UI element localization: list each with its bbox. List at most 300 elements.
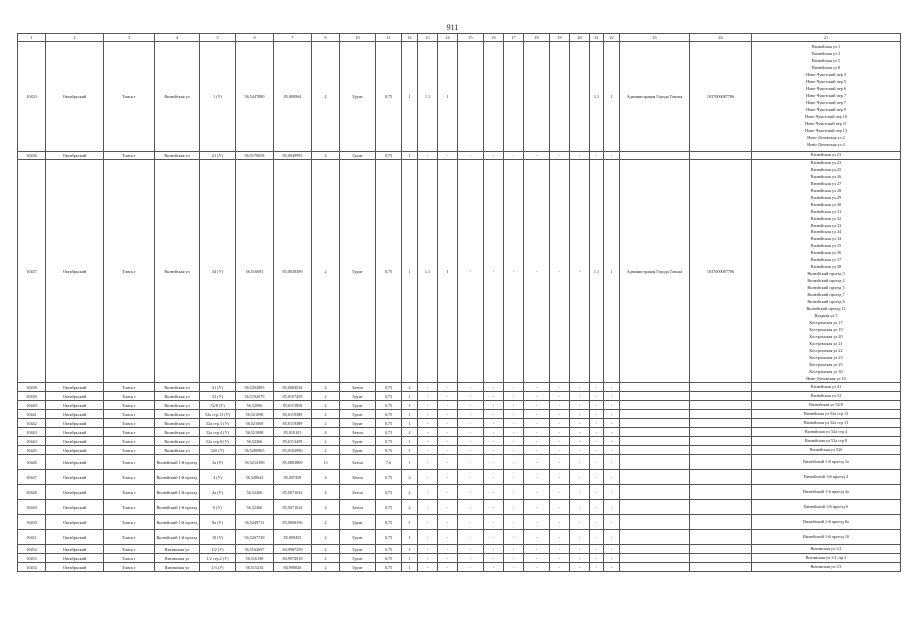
cell-a16: - — [484, 515, 504, 530]
header-cell: 7 — [274, 34, 312, 42]
cell-a13: 1,1 — [418, 42, 438, 152]
cell-a19: - — [550, 437, 570, 446]
table-row — [18, 485, 901, 500]
cell-cover: Грунт — [340, 159, 376, 383]
cell-addresses — [752, 410, 901, 419]
cell-lon: 85,0071632 — [274, 485, 312, 500]
cell-lat: 56,52266 — [236, 500, 274, 515]
cell-district: Октябрьский — [46, 159, 104, 383]
table-row — [18, 554, 901, 563]
cell-a19: - — [550, 446, 570, 455]
cell-a19: - — [550, 152, 570, 160]
cell-a18: - — [524, 419, 550, 428]
cell-a22: - — [604, 392, 620, 401]
cell-a17: - — [504, 470, 524, 485]
cell-a13: - — [418, 152, 438, 160]
cell-a21: - — [590, 437, 604, 446]
address-line: Витимская ул 1/2 стр 2 — [805, 554, 847, 560]
cell-city: Томск г — [104, 410, 155, 419]
cell-lon: 85,0038389 — [274, 159, 312, 383]
address-line: Витимская ул 1/3 — [810, 563, 842, 569]
cell-cover: Бетон — [340, 500, 376, 515]
cell-a11: 0,75 — [376, 446, 402, 455]
cell-a20: - — [570, 485, 590, 500]
cell-a11: 0,75 — [376, 152, 402, 160]
cell-a22: - — [604, 419, 620, 428]
cell-cat: 2 — [312, 563, 340, 572]
cell-a16: - — [484, 563, 504, 572]
cell-a15: - — [458, 383, 484, 392]
cell-city: Томск г — [104, 392, 155, 401]
cell-a12: 2 — [402, 485, 418, 500]
cell-a21: - — [590, 470, 604, 485]
cell-a13: - — [418, 428, 438, 437]
cell-cat: 4 — [312, 383, 340, 392]
cell-a14: - — [438, 530, 458, 545]
cell-a21: - — [590, 428, 604, 437]
cell-a16: - — [484, 500, 504, 515]
address-line: Вилюйская ул 33 — [810, 222, 842, 228]
cell-a19: - — [550, 455, 570, 470]
cell-owner — [620, 446, 690, 455]
cell-a19: - — [550, 515, 570, 530]
cell-a20: - — [570, 455, 590, 470]
table-row — [18, 383, 901, 392]
cell-ogrn — [690, 410, 752, 419]
cell-a17: - — [504, 515, 524, 530]
header-cell: 10 — [340, 34, 376, 42]
cell-house: 1/3 (У) — [200, 563, 236, 572]
cell-a17: - — [504, 410, 524, 419]
cell-owner: Администрация Города Томска — [620, 42, 690, 152]
cell-street: Вилюйская ул — [155, 437, 200, 446]
cell-lon: 85,000964 — [274, 42, 312, 152]
cell-addresses — [752, 485, 901, 500]
header-cell: 13 — [418, 34, 438, 42]
cell-a13: - — [418, 437, 438, 446]
cell-addresses — [752, 383, 901, 392]
header-cell: 12 — [402, 34, 418, 42]
cell-cat: 2 — [312, 446, 340, 455]
cell-a19: - — [550, 419, 570, 428]
cell-a11: 0,75 — [376, 515, 402, 530]
cell-ogrn — [690, 485, 752, 500]
cell-a22: - — [604, 428, 620, 437]
cell-a14: 1 — [438, 159, 458, 383]
cell-street: Вилюйская ул — [155, 419, 200, 428]
cell-district: Октябрьский — [46, 515, 104, 530]
cell-a14: - — [438, 437, 458, 446]
cell-a16: - — [484, 437, 504, 446]
cell-a22: - — [604, 410, 620, 419]
address-line: Вилюйский 1-й проезд 8а — [803, 518, 849, 524]
cell-a20: - — [570, 383, 590, 392]
cell-a14: - — [438, 428, 458, 437]
cell-addresses — [752, 152, 901, 160]
cell-lat: 56,515254 — [236, 563, 274, 572]
cell-a16: - — [484, 455, 504, 470]
cell-city: Томск г — [104, 401, 155, 410]
cell-a19: - — [550, 428, 570, 437]
address-line: Костромская ул 20 — [809, 333, 843, 339]
cell-street: Вилюйская ул — [155, 383, 200, 392]
address-line: Водяная ул 5 — [814, 312, 838, 318]
address-line: Вилюйский проезд 4 — [807, 278, 845, 284]
cell-cat: 4 — [312, 470, 340, 485]
cell-lat: 56,5202883 — [236, 383, 274, 392]
cell-ogrn — [690, 383, 752, 392]
cell-a12: 1 — [402, 455, 418, 470]
cell-a18: - — [524, 530, 550, 545]
cell-a11: 0,75 — [376, 428, 402, 437]
cell-a15 — [458, 42, 484, 152]
address-line: Вилюйский 1-й проезд 3а — [803, 458, 849, 464]
cell-a22: - — [604, 455, 620, 470]
cell-a12: 1 — [402, 437, 418, 446]
cell-a18: - — [524, 428, 550, 437]
cell-a20: - — [570, 563, 590, 572]
table-row — [18, 428, 901, 437]
address-line: Вилюйская ул 26 — [810, 173, 842, 179]
cell-lon: 85,0113858 — [274, 401, 312, 410]
address-line: Вилюйская ул 23 — [810, 159, 842, 165]
header-row — [18, 34, 901, 42]
address-line: Вилюйский проезд 3 — [807, 271, 845, 277]
cell-a13: - — [418, 500, 438, 515]
cell-owner — [620, 401, 690, 410]
cell-a11: 0,75 — [376, 401, 402, 410]
cell-a21: - — [590, 563, 604, 572]
cell-lat: 56,52266 — [236, 437, 274, 446]
cell-a21: - — [590, 392, 604, 401]
cell-a11: 0,75 — [376, 42, 402, 152]
cell-a20: - — [570, 401, 590, 410]
cell-cat: 2 — [312, 152, 340, 160]
cell-a12: 1 — [402, 446, 418, 455]
cell-a21: - — [590, 152, 604, 160]
cell-a22: - — [604, 545, 620, 554]
cell-a18: - — [524, 515, 550, 530]
cell-addresses — [752, 42, 901, 152]
header-cell: 20 — [570, 34, 590, 42]
cell-cover: Грунт — [340, 563, 376, 572]
cell-id: 10433 — [18, 42, 46, 152]
cell-a12: 1 — [402, 392, 418, 401]
cell-street: Вилюйская ул — [155, 159, 200, 383]
cell-lon: 84,998826 — [274, 563, 312, 572]
cell-ogrn — [690, 152, 752, 160]
address-line: Вилюйская ул 32 — [810, 215, 842, 221]
cell-a13: - — [418, 563, 438, 572]
cell-city: Томск г — [104, 563, 155, 572]
cell-ogrn — [690, 515, 752, 530]
cell-street: Вилюйский 1-й проезд — [155, 470, 200, 485]
cell-city: Томск г — [104, 152, 155, 160]
cell-street: Вилюйский 1-й проезд — [155, 530, 200, 545]
cell-ogrn — [690, 455, 752, 470]
cell-a19: - — [550, 392, 570, 401]
address-line: Вилюйская ул 3 — [811, 51, 841, 57]
cell-a11: 0,75 — [376, 419, 402, 428]
cell-cat: 2 — [312, 392, 340, 401]
address-line: Вилюйская ул 38 — [810, 264, 842, 270]
header-cell: 24 — [690, 34, 752, 42]
cell-a14: - — [438, 152, 458, 160]
cell-a15: - — [458, 159, 484, 383]
address-line: Вилюйская ул 25 — [810, 166, 842, 172]
cell-ogrn — [690, 392, 752, 401]
address-line: Вилюйская ул 37 — [810, 257, 842, 263]
cell-a20: - — [570, 530, 590, 545]
cell-ogrn — [690, 554, 752, 563]
cell-cover: Грунт — [340, 152, 376, 160]
cell-addresses — [752, 401, 901, 410]
address-line: Вилюйская ул 52 — [810, 392, 842, 398]
cell-id: 10450 — [18, 515, 46, 530]
cell-a17: - — [504, 428, 524, 437]
cell-a14: - — [438, 515, 458, 530]
cell-city: Томск г — [104, 428, 155, 437]
cell-a18 — [524, 42, 550, 152]
cell-a12: 2 — [402, 470, 418, 485]
cell-a15: - — [458, 563, 484, 572]
cell-lon: 85,009455 — [274, 530, 312, 545]
cell-ogrn: 1037000087706 — [690, 42, 752, 152]
cell-a21: 1,1 — [590, 42, 604, 152]
cell-house: 4а (У) — [200, 485, 236, 500]
cell-id: 10453 — [18, 554, 46, 563]
address-line: Вилюйская ул 52а стр 13 — [803, 410, 849, 416]
table-row — [18, 159, 901, 383]
cell-owner — [620, 410, 690, 419]
cell-a13: - — [418, 446, 438, 455]
cell-a13: - — [418, 470, 438, 485]
table-row — [18, 42, 901, 152]
cell-owner — [620, 515, 690, 530]
cell-a11: 0,75 — [376, 545, 402, 554]
cell-lat: 56,5249711 — [236, 515, 274, 530]
cell-a17: - — [504, 392, 524, 401]
cell-ogrn — [690, 500, 752, 515]
cell-addresses — [752, 446, 901, 455]
cell-a18: - — [524, 401, 550, 410]
cell-a17: - — [504, 437, 524, 446]
cell-a17: - — [504, 485, 524, 500]
cell-city: Томск г — [104, 470, 155, 485]
cell-a16: - — [484, 428, 504, 437]
cell-ogrn — [690, 470, 752, 485]
address-line: Костромская ул 22 — [809, 347, 843, 353]
cell-addresses — [752, 530, 901, 545]
cell-addresses — [752, 159, 901, 383]
cell-lat: 56,521098 — [236, 410, 274, 419]
cell-cover: Грунт — [340, 419, 376, 428]
cell-a19: - — [550, 563, 570, 572]
cell-a17: - — [504, 530, 524, 545]
cell-house: 34 (У) — [200, 159, 236, 383]
header-cell: 6 — [236, 34, 274, 42]
table-row — [18, 392, 901, 401]
cell-a14: 1 — [438, 42, 458, 152]
cell-street: Витимская ул — [155, 563, 200, 572]
cell-a15: - — [458, 152, 484, 160]
cell-lon: 85,0083809 — [274, 455, 312, 470]
address-line: Вилюйский проезд 7 — [807, 292, 845, 298]
cell-a15: - — [458, 530, 484, 545]
cell-a22: - — [604, 554, 620, 563]
address-line: Витимская ул 1/2 — [810, 545, 842, 551]
cell-district: Октябрьский — [46, 446, 104, 455]
address-line: Вилюйская ул 34 — [810, 236, 842, 242]
cell-ogrn — [690, 419, 752, 428]
cell-cover: Бетон — [340, 428, 376, 437]
address-line: Ново-Чукотский пер 7 — [806, 93, 846, 99]
cell-cover: Грунт — [340, 554, 376, 563]
cell-a13: - — [418, 515, 438, 530]
cell-a14: - — [438, 545, 458, 554]
cell-district: Октябрьский — [46, 152, 104, 160]
cell-cat: 4 — [312, 428, 340, 437]
cell-a13: - — [418, 410, 438, 419]
cell-street: Вилюйская ул — [155, 392, 200, 401]
cell-cat: 4 — [312, 485, 340, 500]
cell-street: Вилюйский 1-й проезд — [155, 485, 200, 500]
cell-a16 — [484, 42, 504, 152]
table-row — [18, 152, 901, 160]
cell-a21: - — [590, 383, 604, 392]
cell-house: 21 (У) — [200, 152, 236, 160]
address-line: Вилюйская ул 41 — [810, 383, 842, 389]
cell-a11: 0,75 — [376, 563, 402, 572]
cell-a12: 1 — [402, 515, 418, 530]
cell-district: Октябрьский — [46, 428, 104, 437]
cell-cover: Грунт — [340, 401, 376, 410]
cell-cat: 2 — [312, 545, 340, 554]
cell-a12: 1 — [402, 42, 418, 152]
cell-house: 4 (У) — [200, 470, 236, 485]
cell-addresses — [752, 554, 901, 563]
cell-house: 10 (У) — [200, 530, 236, 545]
address-line: Вилюйский проезд 8 — [807, 299, 845, 305]
cell-cat: 2 — [312, 410, 340, 419]
cell-a16: - — [484, 485, 504, 500]
cell-owner — [620, 470, 690, 485]
cell-house: 52а стр.13 (У) — [200, 410, 236, 419]
cell-lon: 85,0119389 — [274, 419, 312, 428]
cell-id: 10447 — [18, 470, 46, 485]
registry-table — [17, 33, 901, 572]
address-line: Вилюйская ул 36 — [810, 250, 842, 256]
cell-a13: - — [418, 530, 438, 545]
cell-cover: Бетон — [340, 383, 376, 392]
address-line: Костромская ул 19 — [809, 326, 843, 332]
address-line: Ново-Чукотский пер 9 — [806, 106, 846, 112]
cell-district: Октябрьский — [46, 485, 104, 500]
cell-lat: 56,521088 — [236, 428, 274, 437]
cell-a20: - — [570, 428, 590, 437]
cell-a13: - — [418, 554, 438, 563]
cell-lat: 56,5267749 — [236, 530, 274, 545]
cell-a22: - — [604, 152, 620, 160]
cell-id: 10446 — [18, 455, 46, 470]
cell-a13: - — [418, 392, 438, 401]
address-line: Ново-Чукотский пер 11 — [805, 120, 847, 126]
cell-a16: - — [484, 159, 504, 383]
cell-a11: 0,75 — [376, 500, 402, 515]
address-line: Вилюйская ул 21 — [810, 152, 842, 157]
cell-house: 52 (У) — [200, 392, 236, 401]
cell-house: 6 (У) — [200, 500, 236, 515]
table-row — [18, 446, 901, 455]
cell-a19: - — [550, 383, 570, 392]
cell-owner — [620, 437, 690, 446]
address-line: Вилюйская ул 30 — [810, 201, 842, 207]
cell-a11: 0,75 — [376, 159, 402, 383]
cell-lat: 56,516198 — [236, 554, 274, 563]
cell-a15: - — [458, 554, 484, 563]
cell-street: Вилюйская ул — [155, 428, 200, 437]
cell-a14: - — [438, 485, 458, 500]
cell-a17: - — [504, 545, 524, 554]
address-line: Вилюйская ул 34 — [810, 229, 842, 235]
cell-a13: - — [418, 545, 438, 554]
cell-lat: 56,5447880 — [236, 42, 274, 152]
cell-a17: - — [504, 446, 524, 455]
cell-a15: - — [458, 437, 484, 446]
address-line: Вилюйская ул 52а стр 13 — [803, 419, 849, 425]
cell-cover: Бетон — [340, 455, 376, 470]
cell-district: Октябрьский — [46, 500, 104, 515]
cell-a11: 0,75 — [376, 383, 402, 392]
cell-ogrn — [690, 563, 752, 572]
cell-district: Октябрьский — [46, 455, 104, 470]
cell-owner — [620, 392, 690, 401]
cell-district: Октябрьский — [46, 545, 104, 554]
cell-city: Томск г — [104, 515, 155, 530]
address-line: Костромская ул 25 — [809, 361, 843, 367]
address-line: Вилюйская ул 52/8 — [809, 401, 843, 407]
address-line: Вилюйский проезд 11 — [806, 305, 846, 311]
cell-a18: - — [524, 446, 550, 455]
cell-lon: 84,9974918 — [274, 554, 312, 563]
cell-ogrn — [690, 428, 752, 437]
cell-a21: 1,1 — [590, 159, 604, 383]
cell-house: 52а стр.3 (У) — [200, 419, 236, 428]
cell-owner — [620, 545, 690, 554]
cell-cover: Грунт — [340, 545, 376, 554]
cell-ogrn — [690, 401, 752, 410]
cell-a21: - — [590, 500, 604, 515]
cell-lat: 56,521069 — [236, 419, 274, 428]
header-cell: 3 — [104, 34, 155, 42]
cell-cover: Бетон — [340, 470, 376, 485]
address-line: Ново-Деповская ул 2 — [807, 134, 845, 140]
cell-district: Октябрьский — [46, 530, 104, 545]
address-line: Ново-Чукотский пер 6 — [806, 86, 846, 92]
cell-owner — [620, 485, 690, 500]
cell-city: Томск г — [104, 485, 155, 500]
cell-id: 10454 — [18, 563, 46, 572]
cell-a15: - — [458, 500, 484, 515]
cell-a16: - — [484, 152, 504, 160]
address-line: Вилюйский 1-й проезд 6 — [804, 503, 848, 509]
cell-addresses — [752, 563, 901, 572]
cell-a14: - — [438, 500, 458, 515]
address-line: Ново-Чукотский пер 10 — [805, 113, 847, 119]
cell-a22: - — [604, 383, 620, 392]
cell-a17 — [504, 42, 524, 152]
cell-a19 — [550, 42, 570, 152]
